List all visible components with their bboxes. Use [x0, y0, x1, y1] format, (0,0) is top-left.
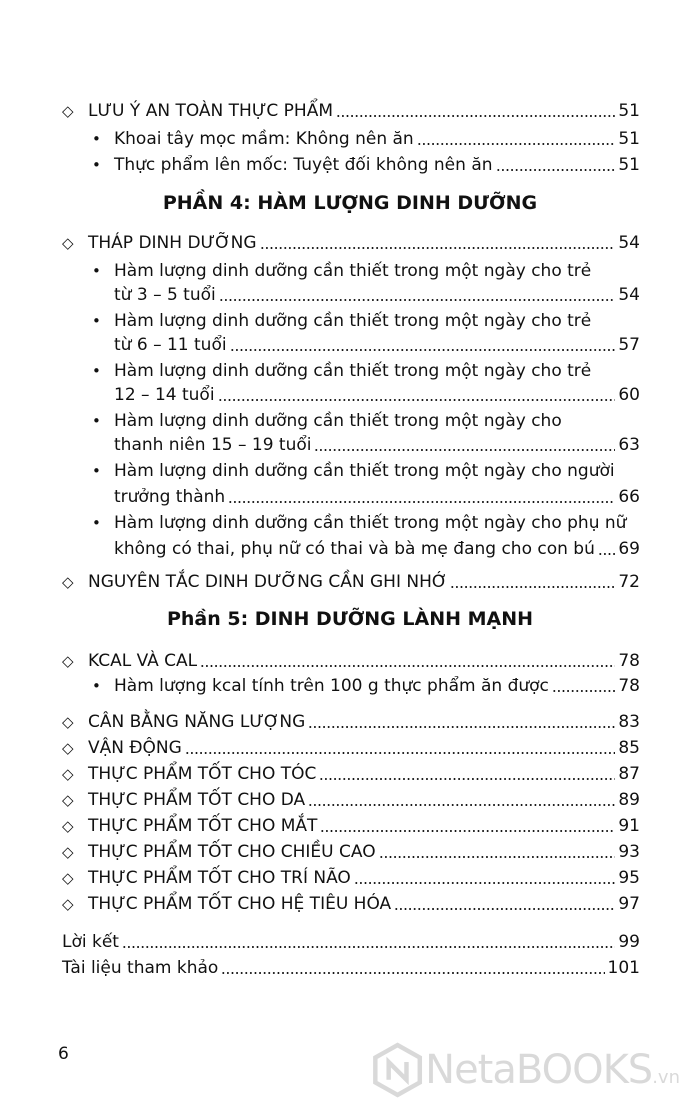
dot-leader	[200, 665, 615, 667]
toc-subentry[interactable]	[92, 125, 640, 149]
dot-leader	[185, 752, 616, 754]
dot-leader	[417, 143, 616, 145]
dot-leader	[221, 972, 604, 974]
toc-entry-title: THÁP DINH DƯỠNG	[88, 233, 257, 253]
dot-leader	[218, 399, 616, 401]
part-4-heading: PHẦN 4: HÀM LƯỢNG DINH DƯỠNG	[162, 192, 538, 214]
dot-leader	[379, 856, 616, 858]
toc-page-number: 95	[618, 868, 640, 888]
dot-leader	[308, 726, 615, 728]
dot-leader	[228, 501, 615, 503]
toc-entry[interactable]	[62, 838, 640, 862]
bullet-icon: •	[92, 462, 101, 480]
toc-subentry-line1: Hàm lượng dinh dưỡng cần thiết trong một ngày cho	[114, 411, 562, 431]
toc-entry-kcal[interactable]	[62, 647, 640, 671]
diamond-icon: ◇	[62, 739, 74, 757]
toc-page-number: 93	[618, 842, 640, 862]
watermark	[370, 1030, 680, 1110]
toc-entry-title: THỰC PHẨM TỐT CHO DA	[88, 790, 306, 810]
dot-leader	[598, 553, 615, 555]
toc-page-number: 69	[618, 539, 640, 559]
toc-entry-title: THỰC PHẨM TỐT CHO TÓC	[88, 764, 317, 784]
toc-page-number: 63	[618, 435, 640, 455]
bullet-icon: •	[92, 362, 101, 380]
diamond-icon: ◇	[62, 895, 74, 913]
toc-entry-title: LƯU Ý AN TOÀN THỰC PHẨM	[88, 101, 334, 121]
toc-page-number: 51	[618, 129, 640, 149]
dot-leader	[496, 169, 616, 171]
toc-subentry[interactable]	[114, 483, 640, 507]
toc-subentry-title: không có thai, phụ nữ có thai và bà mẹ đang cho con bú	[114, 539, 595, 559]
toc-page-number: 91	[618, 816, 640, 836]
toc-entry[interactable]	[62, 786, 640, 810]
toc-subentry-title: Khoai tây mọc mầm: Không nên ăn	[114, 129, 414, 149]
toc-page-number: 54	[618, 285, 640, 305]
bullet-icon: •	[92, 412, 101, 430]
toc-page-number: 51	[618, 101, 640, 121]
page-number: 6	[58, 1044, 69, 1064]
toc-subentry-line1: Hàm lượng dinh dưỡng cần thiết trong một ngày cho người	[114, 461, 615, 481]
toc-entry-title: THỰC PHẨM TỐT CHO TRÍ NÃO	[88, 868, 351, 888]
diamond-icon: ◇	[62, 713, 74, 731]
toc-entry-title: NGUYÊN TẮC DINH DƯỠNG CẦN GHI NHỚ	[88, 572, 448, 592]
diamond-icon: ◇	[62, 652, 74, 670]
toc-subentry-title: từ 3 – 5 tuổi	[114, 285, 216, 305]
toc-page-number: 54	[618, 233, 640, 253]
diamond-icon: ◇	[62, 791, 74, 809]
diamond-icon: ◇	[62, 843, 74, 861]
toc-page-number: 72	[618, 572, 640, 592]
diamond-icon: ◇	[62, 234, 74, 252]
dot-leader	[320, 830, 615, 832]
toc-page-number: 89	[618, 790, 640, 810]
toc-entry-references[interactable]	[62, 954, 640, 978]
toc-page-number: 60	[618, 385, 640, 405]
toc-page-number: 87	[618, 764, 640, 784]
toc-subentry[interactable]	[114, 381, 640, 405]
toc-entry[interactable]	[62, 708, 640, 732]
toc-entry-nutrition-pyramid[interactable]	[62, 229, 640, 253]
dot-leader	[336, 115, 615, 117]
toc-subentry-title: thanh niên 15 – 19 tuổi	[114, 435, 312, 455]
part-5-heading: Phần 5: DINH DƯỠNG LÀNH MẠNH	[166, 608, 534, 630]
toc-entry-food-safety[interactable]	[62, 97, 640, 121]
dot-leader	[450, 586, 615, 588]
toc-entry[interactable]	[62, 734, 640, 758]
bullet-icon: •	[92, 677, 101, 695]
toc-subentry[interactable]	[92, 151, 640, 175]
toc-subentry[interactable]	[92, 672, 640, 696]
toc-entry[interactable]	[62, 864, 640, 888]
toc-entry-title: Tài liệu tham khảo	[62, 958, 219, 978]
toc-subentry-line1: Hàm lượng dinh dưỡng cần thiết trong một ngày cho trẻ	[114, 311, 592, 331]
toc-entry-title: KCAL VÀ CAL	[88, 651, 198, 671]
bullet-icon: •	[92, 262, 101, 280]
toc-subentry-line1: Hàm lượng dinh dưỡng cần thiết trong một ngày cho trẻ	[114, 261, 592, 281]
toc-entry-title: CÂN BẰNG NĂNG LƯỢNG	[88, 712, 306, 732]
diamond-icon: ◇	[62, 765, 74, 783]
toc-subentry-title: trưởng thành	[114, 487, 226, 507]
toc-page-number: 83	[618, 712, 640, 732]
toc-subentry-line1: Hàm lượng dinh dưỡng cần thiết trong một ngày cho trẻ	[114, 361, 592, 381]
toc-subentry[interactable]	[114, 535, 640, 559]
dot-leader	[314, 449, 615, 451]
toc-page-number: 85	[618, 738, 640, 758]
toc-subentry-title: Thực phẩm lên mốc: Tuyệt đối không nên ăn	[114, 155, 493, 175]
diamond-icon: ◇	[62, 869, 74, 887]
toc-subentry[interactable]	[114, 281, 640, 305]
dot-leader	[260, 247, 616, 249]
bullet-icon: •	[92, 312, 101, 330]
toc-entry-title: THỰC PHẨM TỐT CHO HỆ TIÊU HÓA	[88, 894, 392, 914]
dot-leader	[122, 946, 615, 948]
toc-subentry[interactable]	[114, 331, 640, 355]
toc-page-number: 78	[618, 676, 640, 696]
toc-page-number: 78	[618, 651, 640, 671]
dot-leader	[394, 908, 615, 910]
toc-page-number: 66	[618, 487, 640, 507]
toc-entry-principles[interactable]	[62, 568, 640, 592]
dot-leader	[552, 690, 615, 692]
toc-entry[interactable]	[62, 812, 640, 836]
toc-page-number: 101	[607, 958, 640, 978]
toc-subentry[interactable]	[114, 431, 640, 455]
toc-entry[interactable]	[62, 890, 640, 914]
bullet-icon: •	[92, 130, 101, 148]
toc-entry-title: VẬN ĐỘNG	[88, 738, 182, 758]
dot-leader	[354, 882, 616, 884]
toc-page-number: 51	[618, 155, 640, 175]
dot-leader	[319, 778, 615, 780]
bullet-icon: •	[92, 156, 101, 174]
toc-entry-conclusion[interactable]	[62, 928, 640, 952]
netabooks-logo-icon	[370, 1039, 425, 1101]
toc-entry-title: THỰC PHẨM TỐT CHO CHIỀU CAO	[88, 842, 376, 862]
dot-leader	[308, 804, 615, 806]
toc-subentry-title: từ 6 – 11 tuổi	[114, 335, 227, 355]
dot-leader	[230, 349, 616, 351]
watermark-suffix: .vn	[652, 1066, 680, 1088]
bullet-icon: •	[92, 514, 101, 532]
toc-page-number: 97	[618, 894, 640, 914]
diamond-icon: ◇	[62, 817, 74, 835]
toc-subentry-line1: Hàm lượng dinh dưỡng cần thiết trong một ngày cho phụ nữ	[114, 513, 627, 533]
diamond-icon: ◇	[62, 573, 74, 591]
toc-page-number: 99	[618, 932, 640, 952]
toc-subentry-title: Hàm lượng kcal tính trên 100 g thực phẩm ăn được	[114, 676, 549, 696]
watermark-brand: NetaBOOKS	[425, 1047, 653, 1093]
dot-leader	[219, 299, 616, 301]
toc-page-number: 57	[618, 335, 640, 355]
toc-entry-title: THỰC PHẨM TỐT CHO MẮT	[88, 816, 318, 836]
diamond-icon: ◇	[62, 102, 74, 120]
toc-entry-title: Lời kết	[62, 932, 119, 952]
toc-entry[interactable]	[62, 760, 640, 784]
toc-subentry-title: 12 – 14 tuổi	[114, 385, 215, 405]
